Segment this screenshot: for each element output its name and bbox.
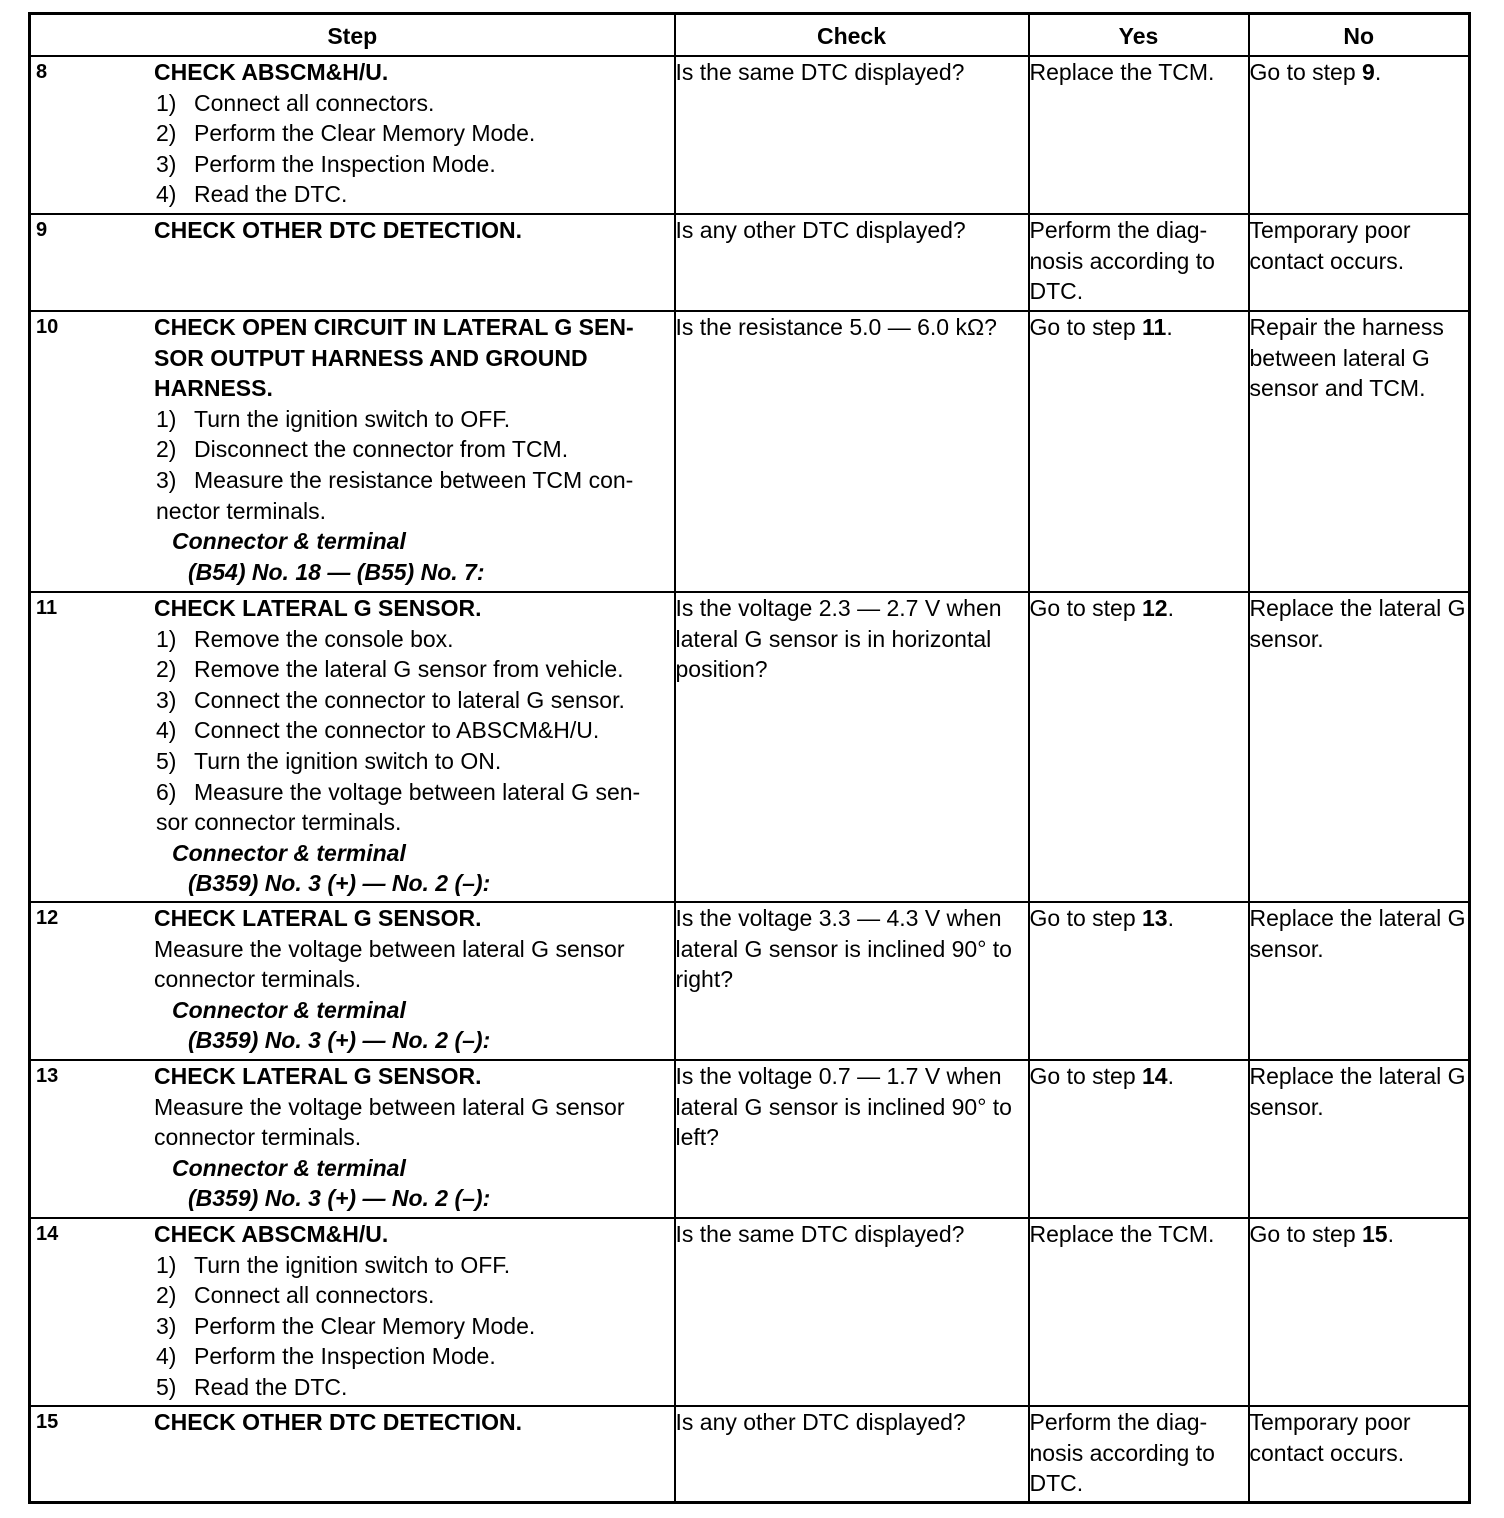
substep: 5) Read the DTC.: [156, 1373, 348, 1400]
yes-cell: Go to step 11.: [1029, 311, 1249, 592]
diagnostic-table: [28, 12, 1471, 1504]
no-cell: Go to step 15.: [1249, 1218, 1470, 1406]
yes-cell: Replace the TCM.: [1029, 56, 1249, 214]
step-number: 8: [36, 61, 48, 83]
substep: 4) Perform the Inspection Mode.: [156, 1343, 496, 1370]
header-check: Check: [675, 14, 1029, 57]
step-title: CHECK OTHER DTC DETECTION.: [154, 1409, 522, 1435]
yes-cell: Perform the diag-nosis according to DTC.: [1029, 214, 1249, 311]
substep: 5) Turn the ignition switch to ON.: [156, 747, 502, 774]
table-row: [30, 56, 1470, 214]
header-row: [30, 14, 1470, 57]
step-ref: 9: [1362, 59, 1375, 85]
substep: 2) Disconnect the connector from TCM.: [156, 436, 569, 463]
connector-label: Connector & terminal: [172, 1154, 406, 1181]
step-text: Measure the voltage between lateral G sensor connector terminals.: [154, 1093, 625, 1151]
connector-label: Connector & terminal: [172, 528, 406, 555]
check-cell: Is the voltage 0.7 — 1.7 V when lateral G sensor is inclined 90° to left?: [675, 1060, 1029, 1218]
terminal-spec: (B359) No. 3 (+) — No. 2 (–):: [188, 1185, 491, 1212]
step-cell: [30, 311, 675, 592]
yes-cell: Go to step 12.: [1029, 592, 1249, 902]
yes-cell: Go to step 14.: [1029, 1060, 1249, 1218]
check-cell: Is the resistance 5.0 — 6.0 kΩ?: [675, 311, 1029, 592]
substep: 3) Perform the Inspection Mode.: [156, 150, 496, 177]
step-number: 11: [36, 597, 58, 619]
substep: 6) Measure the voltage between lateral G sen-sor connector terminals.: [156, 778, 641, 836]
step-cell: [30, 1060, 675, 1218]
table-row: [30, 902, 1470, 1060]
substep: 3) Measure the resistance between TCM con-nector terminals.: [156, 466, 634, 524]
table-row: [30, 1218, 1470, 1406]
step-ref: 15: [1362, 1221, 1388, 1247]
substep: 1) Connect all connectors.: [156, 89, 435, 116]
no-cell: Replace the lateral G sensor.: [1249, 592, 1470, 902]
yes-cell: Replace the TCM.: [1029, 1218, 1249, 1406]
check-cell: Is the same DTC displayed?: [675, 1218, 1029, 1406]
step-cell: [30, 902, 675, 1060]
step-number: 14: [36, 1223, 59, 1245]
no-cell: Replace the lateral G sensor.: [1249, 1060, 1470, 1218]
table-row: [30, 311, 1470, 592]
step-title: CHECK OTHER DTC DETECTION.: [154, 217, 522, 243]
table-row: [30, 592, 1470, 902]
no-cell: Go to step 9.: [1249, 56, 1470, 214]
substep: 1) Turn the ignition switch to OFF.: [156, 1251, 511, 1278]
yes-cell: Go to step 13.: [1029, 902, 1249, 1060]
connector-label: Connector & terminal: [172, 996, 406, 1023]
step-text: Measure the voltage between lateral G sensor connector terminals.: [154, 935, 625, 993]
check-cell: Is the voltage 2.3 — 2.7 V when lateral G sensor is in horizontal position?: [675, 592, 1029, 902]
step-title: CHECK LATERAL G SENSOR.: [154, 1063, 482, 1089]
step-cell: [30, 214, 675, 311]
substep: 2) Perform the Clear Memory Mode.: [156, 120, 536, 147]
step-title: CHECK LATERAL G SENSOR.: [154, 595, 482, 621]
step-ref: 12: [1142, 595, 1168, 621]
step-number: 13: [36, 1065, 59, 1087]
substep: 4) Read the DTC.: [156, 181, 348, 208]
check-cell: Is any other DTC displayed?: [675, 214, 1029, 311]
header-no: No: [1249, 14, 1470, 57]
step-title: CHECK OPEN CIRCUIT IN LATERAL G SEN-SOR OUTPUT HARNESS AND GROUND HARNESS.: [154, 314, 634, 402]
substep: 1) Turn the ignition switch to OFF.: [156, 405, 511, 432]
table-row: [30, 1406, 1470, 1502]
no-cell: Temporary poor contact occurs.: [1249, 1406, 1470, 1502]
terminal-spec: (B359) No. 3 (+) — No. 2 (–):: [188, 1027, 491, 1054]
check-cell: Is the voltage 3.3 — 4.3 V when lateral G sensor is inclined 90° to right?: [675, 902, 1029, 1060]
step-ref: 13: [1142, 905, 1168, 931]
table-row: [30, 214, 1470, 311]
substep: 2) Connect all connectors.: [156, 1282, 435, 1309]
step-cell: [30, 1218, 675, 1406]
step-cell: [30, 56, 675, 214]
substep: 2) Remove the lateral G sensor from vehicle.: [156, 656, 624, 683]
check-cell: Is any other DTC displayed?: [675, 1406, 1029, 1502]
step-ref: 11: [1142, 314, 1167, 340]
step-cell: [30, 1406, 675, 1502]
step-number: 12: [36, 907, 59, 929]
header-yes: Yes: [1029, 14, 1249, 57]
no-cell: Temporary poor contact occurs.: [1249, 214, 1470, 311]
substep: 1) Remove the console box.: [156, 625, 454, 652]
step-title: CHECK ABSCM&H/U.: [154, 1221, 389, 1247]
table-row: [30, 1060, 1470, 1218]
step-ref: 14: [1142, 1063, 1168, 1089]
header-step: Step: [30, 14, 675, 57]
check-cell: Is the same DTC displayed?: [675, 56, 1029, 214]
yes-cell: Perform the diag-nosis according to DTC.: [1029, 1406, 1249, 1502]
step-number: 15: [36, 1411, 59, 1433]
substep: 4) Connect the connector to ABSCM&H/U.: [156, 717, 600, 744]
step-title: CHECK LATERAL G SENSOR.: [154, 905, 482, 931]
step-title: CHECK ABSCM&H/U.: [154, 59, 389, 85]
terminal-spec: (B359) No. 3 (+) — No. 2 (–):: [188, 870, 491, 897]
step-cell: [30, 592, 675, 902]
step-number: 10: [36, 316, 59, 338]
substep: 3) Connect the connector to lateral G sensor.: [156, 686, 625, 713]
substep: 3) Perform the Clear Memory Mode.: [156, 1312, 536, 1339]
step-number: 9: [36, 219, 48, 241]
no-cell: Repair the harness between lateral G sensor and TCM.: [1249, 311, 1470, 592]
no-cell: Replace the lateral G sensor.: [1249, 902, 1470, 1060]
connector-label: Connector & terminal: [172, 839, 406, 866]
terminal-spec: (B54) No. 18 — (B55) No. 7:: [188, 558, 485, 585]
